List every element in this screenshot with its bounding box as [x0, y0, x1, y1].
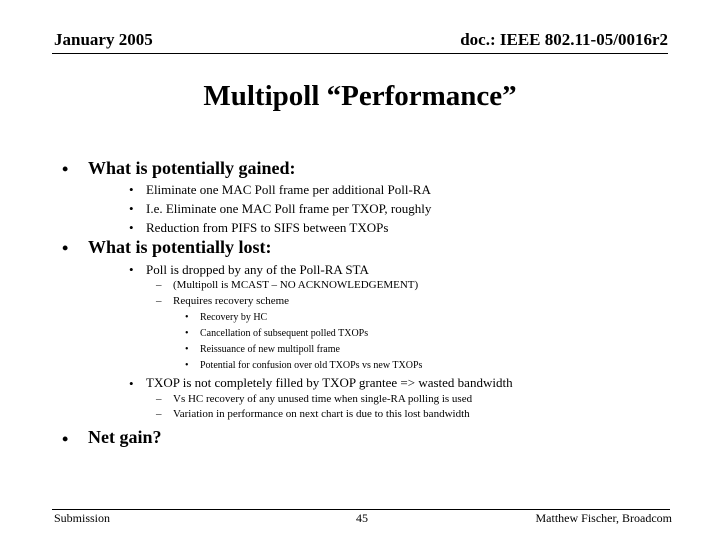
bullet-gained-2: •	[129, 201, 134, 216]
dash-lost-2b: –	[156, 408, 162, 420]
footer-rule	[52, 509, 670, 510]
bullet-lost: •	[62, 238, 69, 258]
header-rule	[52, 53, 668, 54]
recovery-item-3: Reissuance of new multipoll frame	[200, 344, 340, 355]
recovery-item-4: Potential for confusion over old TXOPs vs new TXOPs	[200, 360, 423, 371]
slide-title: Multipoll “Performance”	[203, 80, 517, 112]
lost-item-2: TXOP is not completely filled by TXOP grantee => wasted bandwidth	[146, 375, 513, 390]
heading-lost: What is potentially lost:	[88, 237, 272, 257]
lost-sub-2a: Vs HC recovery of any unused time when single-RA polling is used	[173, 393, 473, 405]
bullet-recovery-1: •	[185, 312, 189, 323]
gained-item-1: Eliminate one MAC Poll frame per additional Poll-RA	[146, 182, 431, 197]
dash-lost-1a: –	[156, 279, 162, 291]
bullet-recovery-3: •	[185, 344, 189, 355]
bullet-recovery-2: •	[185, 328, 189, 339]
heading-gained: What is potentially gained:	[88, 158, 296, 178]
bullet-gained-3: •	[129, 220, 134, 235]
heading-net: Net gain?	[88, 427, 162, 447]
bullet-lost-2: •	[129, 376, 134, 391]
lost-item-1: Poll is dropped by any of the Poll-RA STA	[146, 262, 369, 277]
header-doc-id: doc.: IEEE 802.11-05/0016r2	[460, 30, 668, 49]
bullet-lost-1: •	[129, 262, 134, 277]
lost-sub-1a: (Multipoll is MCAST – NO ACKNOWLEDGEMENT)	[173, 279, 419, 291]
dash-lost-1b: –	[156, 295, 162, 307]
bullet-gained: •	[62, 159, 69, 179]
lost-sub-1b: Requires recovery scheme	[173, 295, 290, 307]
gained-item-2: I.e. Eliminate one MAC Poll frame per TXOP, roughly	[146, 201, 432, 216]
dash-lost-2a: –	[156, 393, 162, 405]
footer-page-number: 45	[356, 511, 368, 525]
recovery-item-1: Recovery by HC	[200, 312, 268, 323]
footer-submission: Submission	[54, 511, 111, 525]
bullet-net: •	[62, 429, 69, 449]
gained-item-3: Reduction from PIFS to SIFS between TXOPs	[146, 220, 389, 235]
bullet-recovery-4: •	[185, 360, 189, 371]
bullet-gained-1: •	[129, 182, 134, 197]
header-date: January 2005	[54, 30, 153, 49]
footer-author: Matthew Fischer, Broadcom	[535, 511, 672, 525]
recovery-item-2: Cancellation of subsequent polled TXOPs	[200, 328, 369, 339]
lost-sub-2b: Variation in performance on next chart is due to this lost bandwidth	[173, 408, 470, 420]
